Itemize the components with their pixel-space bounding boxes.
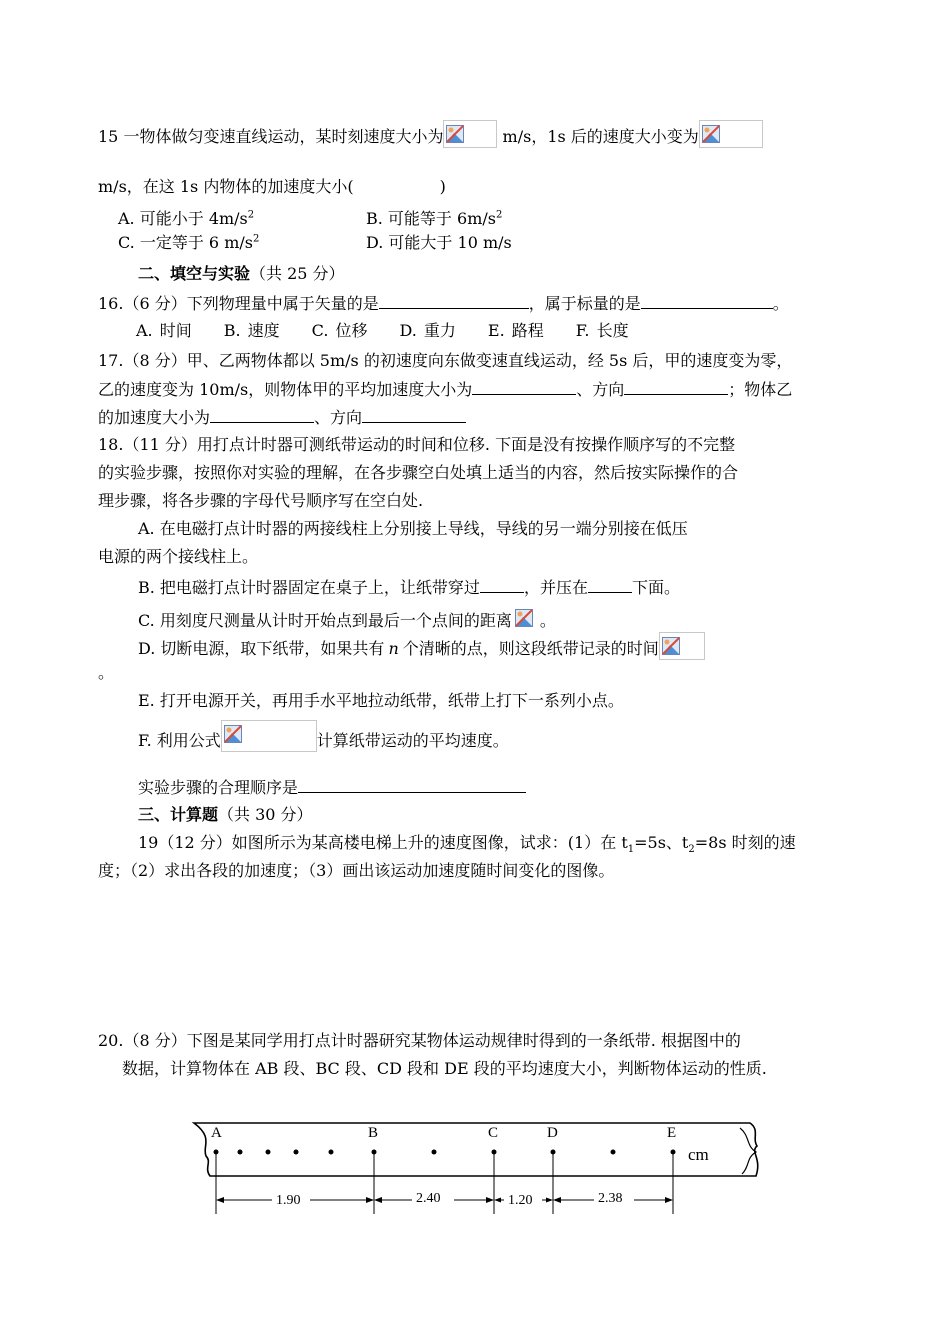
answer-blank[interactable] bbox=[210, 406, 314, 423]
broken-image-icon bbox=[224, 725, 242, 743]
arrow-head bbox=[486, 1197, 494, 1203]
tape-dot bbox=[611, 1150, 616, 1155]
q17-text-a: 乙的速度变为 10m/s，则物体甲的平均加速度大小为 bbox=[98, 380, 473, 399]
q15-option-a bbox=[118, 206, 254, 229]
answer-blank[interactable] bbox=[588, 576, 632, 593]
step-d-text-b: 个清晰的点，则这段纸带记录的时间 bbox=[402, 639, 659, 658]
step-b-text-a: B. 把电磁打点计时器固定在桌子上，让纸带穿过 bbox=[138, 578, 480, 597]
answer-blank[interactable] bbox=[298, 776, 526, 793]
section-2-title: 二、填空与实验 bbox=[138, 264, 251, 283]
option-d-text: D. 可能大于 10 m/s bbox=[366, 233, 512, 252]
q15-unit-1: m/s，1s 后的速度大小变为 bbox=[502, 127, 699, 146]
section-2-heading bbox=[138, 263, 345, 285]
tape-label-a: A bbox=[211, 1125, 222, 1141]
tape-dot bbox=[329, 1150, 334, 1155]
arrow-head bbox=[553, 1197, 561, 1203]
q15-close-paren: ) bbox=[439, 177, 446, 196]
q20-line1: 20.（8 分）下图是某同学用打点计时器研究某物体运动规律时得到的一条纸带. 根据图中的 bbox=[98, 1031, 741, 1050]
arrow-head bbox=[216, 1197, 224, 1203]
answer-blank[interactable] bbox=[624, 378, 728, 395]
answer-blank[interactable] bbox=[362, 406, 466, 423]
image-placeholder bbox=[512, 604, 540, 632]
distance-ab: 1.90 bbox=[276, 1193, 301, 1208]
step-b-text-b: ，并压在 bbox=[523, 578, 588, 597]
tape-label-e: E bbox=[667, 1125, 677, 1141]
paper-tape-figure bbox=[190, 1118, 770, 1222]
tape-dot bbox=[238, 1150, 243, 1155]
distance-de: 2.38 bbox=[598, 1191, 623, 1206]
q18-step-e: E. 打开电源开关，再用手水平地拉动纸带，纸带上打下一系列小点。 bbox=[138, 691, 624, 710]
tape-label-d: D bbox=[547, 1125, 558, 1141]
q16-text-b: ，属于标量的是 bbox=[528, 294, 641, 313]
q17-line3 bbox=[98, 406, 466, 429]
q18-step-b bbox=[138, 576, 680, 599]
tape-dot bbox=[294, 1150, 299, 1155]
broken-image-icon bbox=[662, 637, 680, 655]
image-placeholder bbox=[221, 720, 317, 752]
tape-unit: cm bbox=[688, 1145, 709, 1164]
variable-n: n bbox=[388, 639, 399, 658]
option-a-text: A. 可能小于 4m/s bbox=[118, 209, 248, 228]
tape-torn-edge bbox=[740, 1128, 756, 1174]
image-placeholder bbox=[659, 632, 705, 660]
q19-line1 bbox=[138, 832, 796, 861]
q15-text-1: 15 一物体做匀变速直线运动，某时刻速度大小为 bbox=[98, 127, 444, 146]
answer-blank[interactable] bbox=[480, 576, 524, 593]
arrow-head bbox=[546, 1198, 553, 1203]
q17-text-c: ；物体乙 bbox=[728, 380, 793, 399]
broken-image-icon bbox=[515, 609, 533, 627]
q16-choices: A. 时间 B. 速度 C. 位移 D. 重力 E. 路程 F. 长度 bbox=[136, 321, 629, 340]
q15-option-c bbox=[118, 230, 259, 253]
option-c-text: C. 一定等于 6 m/s bbox=[118, 233, 253, 252]
answer-blank[interactable] bbox=[379, 292, 529, 309]
step-c-text-b: 。 bbox=[539, 611, 556, 630]
arrow-head bbox=[374, 1197, 382, 1203]
arrow-head bbox=[665, 1197, 673, 1203]
arrow-head bbox=[494, 1198, 501, 1203]
q17-line1: 17.（8 分）甲、乙两物体都以 5m/s 的初速度向东做变速直线运动，经 5s 后，甲的速度变为零， bbox=[98, 351, 793, 370]
q19-text-c: =8s 时刻的速 bbox=[694, 833, 796, 852]
section-2-note: （共 25 分） bbox=[250, 264, 345, 283]
image-placeholder bbox=[443, 120, 497, 148]
subscript-1: 1 bbox=[627, 844, 635, 856]
section-3-heading bbox=[138, 804, 313, 826]
broken-image-icon bbox=[446, 125, 464, 143]
q16-text-a: 16.（6 分）下列物理量中属于矢量的是 bbox=[98, 294, 379, 313]
step-f-text-a: F. 利用公式 bbox=[138, 731, 221, 750]
step-d-text-a: D. 切断电源，取下纸带，如果共有 bbox=[138, 639, 385, 658]
distance-cd: 1.20 bbox=[508, 1193, 533, 1208]
q18-line2: 的实验步骤，按照你对实验的理解，在各步骤空白处填上适当的内容，然后按实际操作的合 bbox=[98, 463, 739, 482]
q18-step-f bbox=[138, 720, 509, 752]
tape-dot bbox=[266, 1150, 271, 1155]
superscript-2: 2 bbox=[252, 233, 260, 245]
image-placeholder bbox=[699, 120, 763, 148]
q17-text-d: 的加速度大小为 bbox=[98, 408, 211, 427]
q18-line3: 理步骤，将各步骤的字母代号顺序写在空白处. bbox=[98, 491, 424, 510]
tape-dot bbox=[432, 1150, 437, 1155]
q17-text-e: 、方向 bbox=[314, 408, 363, 427]
distance-bc: 2.40 bbox=[416, 1191, 441, 1206]
option-b-text: B. 可能等于 6m/s bbox=[366, 209, 496, 228]
step-c-text-a: C. 用刻度尺测量从计时开始点到最后一个点间的距离 bbox=[138, 611, 512, 630]
step-b-text-c: 下面。 bbox=[631, 578, 680, 597]
step-f-text-b: 计算纸带运动的平均速度。 bbox=[316, 731, 509, 750]
q17-line2 bbox=[98, 378, 792, 401]
q15-option-d bbox=[366, 230, 512, 253]
superscript-2: 2 bbox=[495, 209, 503, 221]
superscript-2: 2 bbox=[247, 209, 255, 221]
q15-line2 bbox=[98, 176, 446, 198]
q18-step-d-end: 。 bbox=[98, 663, 115, 682]
q19-text-a: 19（12 分）如图所示为某高楼电梯上升的速度图像，试求：(1）在 t bbox=[138, 833, 628, 852]
q18-step-c bbox=[138, 604, 556, 632]
section-3-title: 三、计算题 bbox=[138, 805, 219, 824]
broken-image-icon bbox=[702, 125, 720, 143]
arrow-head bbox=[366, 1197, 374, 1203]
q18-step-d bbox=[138, 632, 705, 660]
q15-option-b bbox=[366, 206, 502, 229]
order-text: 实验步骤的合理顺序是 bbox=[138, 778, 299, 797]
subscript-2: 2 bbox=[688, 844, 695, 856]
q19-text-b: =5s、t bbox=[634, 833, 689, 852]
q16-line1 bbox=[98, 292, 789, 315]
q20-line2: 数据，计算物体在 AB 段、BC 段、CD 段和 DE 段的平均速度大小，判断物体运动的性质. bbox=[122, 1059, 767, 1078]
q19-line2: 度；（2）求出各段的加速度；（3）画出该运动加速度随时间变化的图像。 bbox=[98, 861, 615, 880]
q15-text-2: m/s，在这 1s 内物体的加速度大小( bbox=[98, 177, 354, 196]
q15-line1 bbox=[98, 120, 763, 148]
section-3-note: （共 30 分） bbox=[218, 805, 313, 824]
q16-text-c: 。 bbox=[772, 294, 789, 313]
tape-label-b: B bbox=[368, 1125, 379, 1141]
q18-step-a-1: A. 在电磁打点计时器的两接线柱上分别接上导线，导线的另一端分别接在低压 bbox=[138, 519, 688, 538]
q17-text-b: 、方向 bbox=[576, 380, 625, 399]
q18-order bbox=[138, 776, 526, 799]
answer-blank[interactable] bbox=[641, 292, 773, 309]
tape-label-c: C bbox=[488, 1125, 499, 1141]
q18-line1: 18.（11 分）用打点计时器可测纸带运动的时间和位移. 下面是没有按操作顺序写的不完整 bbox=[98, 435, 736, 454]
q18-step-a-2: 电源的两个接线柱上。 bbox=[98, 547, 259, 566]
answer-blank[interactable] bbox=[472, 378, 576, 395]
